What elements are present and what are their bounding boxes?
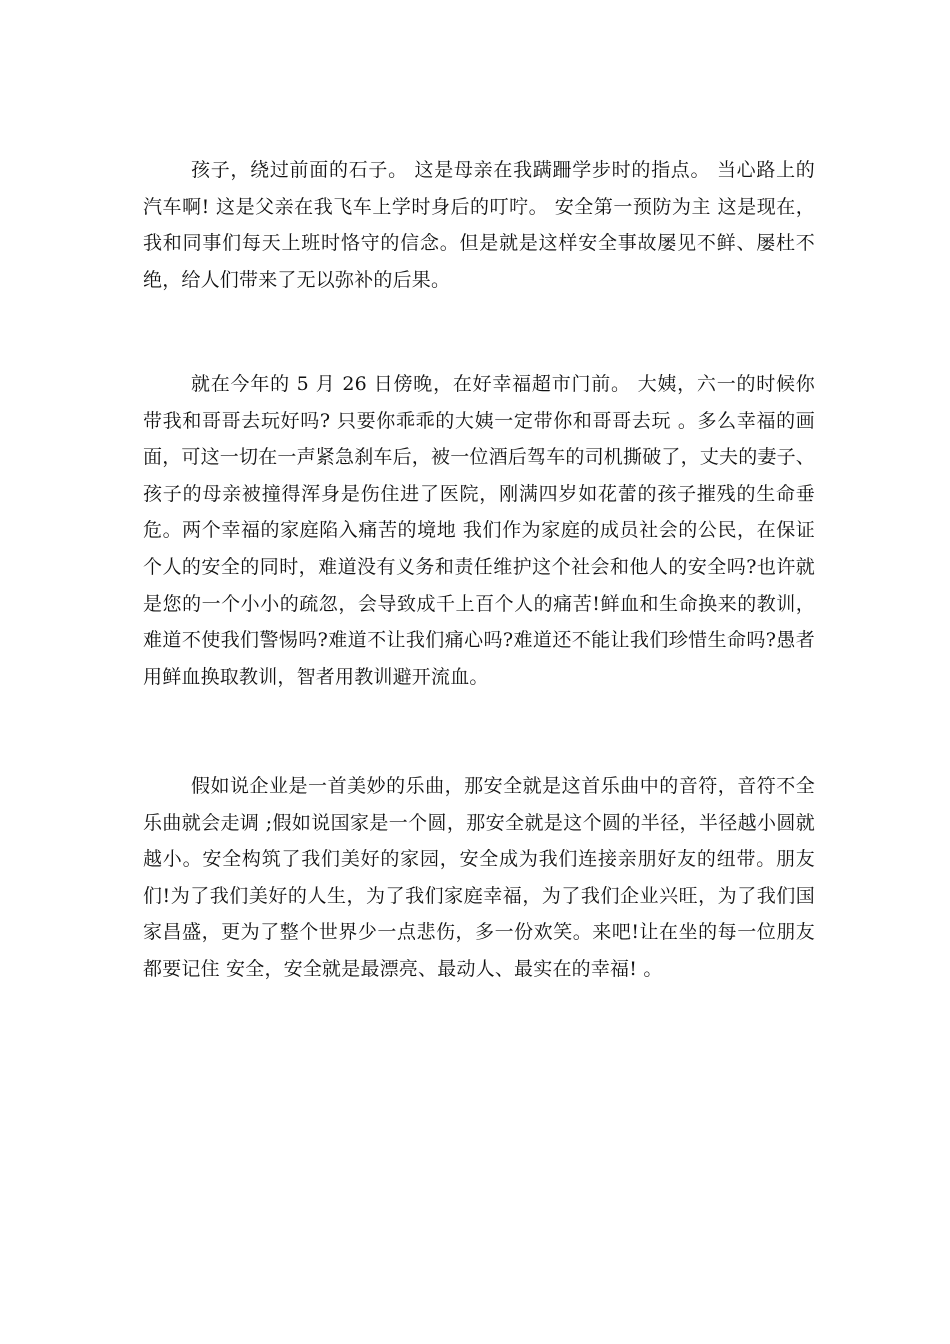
- paragraph-1: 孩子，绕过前面的石子。 这是母亲在我蹒跚学步时的指点。 当心路上的汽车啊! 这是父亲在我飞车上学时身后的叮咛。 安全第一预防为主 这是现在，我和同事们每天上班时恪守的信念。但是就是这样安全事故屡见不鲜、屡杜不绝，给人们带来了无以弥补的后果。: [143, 159, 815, 291]
- paragraph-2: 就在今年的 5 月 26 日傍晚，在好幸福超市门前。 大姨，六一的时候你带我和哥哥去玩好吗? 只要你乖乖的大姨一定带你和哥哥去玩 。多么幸福的画面，可这一切在一声紧急刹车后，被一位酒后驾车的司机撕破了，丈夫的妻子、孩子的母亲被撞得浑身是伤住进了医院，刚满四岁如花蕾的孩子摧残的生命垂危。两个幸福的家庭陷入痛苦的境地 我们作为家庭的成员社会的公民，在保证个人的安全的同时，难道没有义务和责任维护这个社会和他人的安全吗?也许就是您的一个小小的疏忽，会导致成千上百个人的痛苦!鲜血和生命换来的教训，难道不使我们警惕吗?难道不让我们痛心吗?难道还不能让我们珍惜生命吗?愚者用鲜血换取教训，智者用教训避开流血。: [143, 373, 816, 688]
- paragraph-3: 假如说企业是一首美妙的乐曲，那安全就是这首乐曲中的音符，音符不全乐曲就会走调 ;假如说国家是一个圆，那安全就是这个圆的半径，半径越小圆就越小。安全构筑了我们美好的家园，安全成为我们连接亲朋好友的纽带。朋友们!为了我们美好的人生，为了我们家庭幸福，为了我们企业兴旺，为了我们国家昌盛，更为了整个世界少一点悲伤，多一份欢笑。来吧!让在坐的每一位朋友都要记住 安全，安全就是最漂亮、最动人、最实在的幸福! 。: [143, 775, 815, 980]
